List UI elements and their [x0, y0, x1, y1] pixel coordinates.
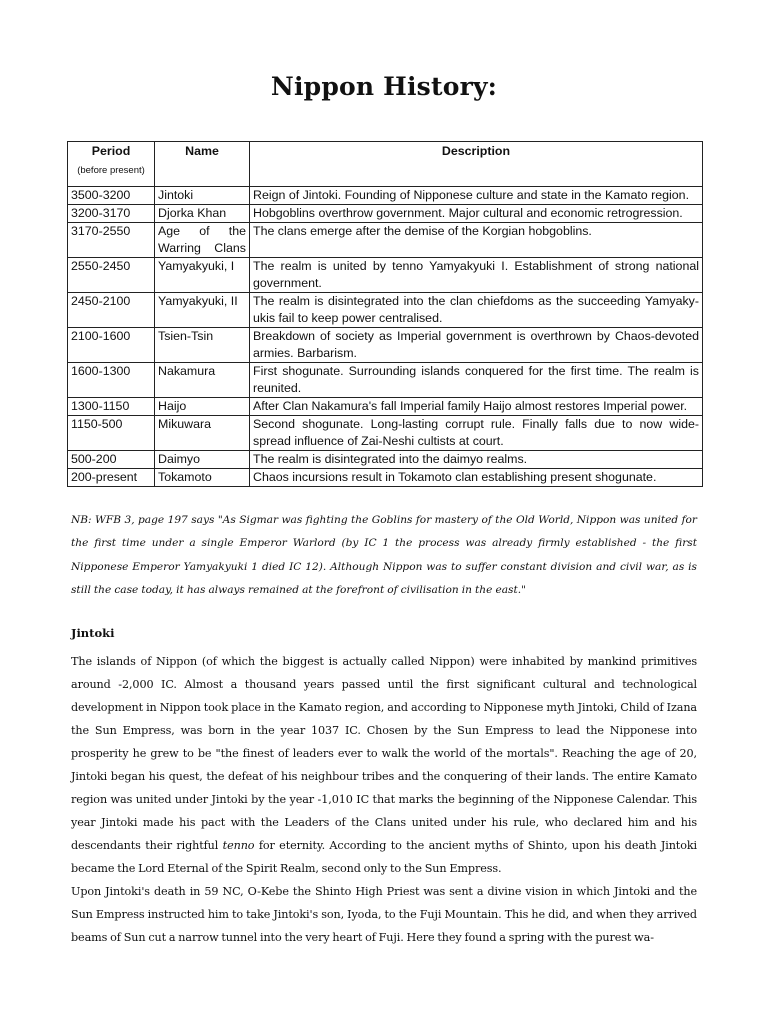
name-cell: Nakamura — [155, 363, 250, 398]
description-cell: Second shogunate. Long-lasting corrupt rule. Finally falls due to now wide-spread influence of Zai-Neshi cultists at court. — [250, 416, 703, 451]
name-cell: Daimyo — [155, 451, 250, 469]
table-row — [68, 363, 703, 398]
name-cell: Age of the Warring Clans — [155, 223, 250, 258]
emphasis-term: tenno — [222, 839, 255, 852]
table-row — [68, 258, 703, 293]
table-row — [68, 293, 703, 328]
paragraph — [71, 650, 697, 880]
name-cell: Tokamoto — [155, 469, 250, 487]
period-cell: 3500-3200 — [68, 187, 155, 205]
description-cell: After Clan Nakamura's fall Imperial family Haijo almost restores Imperial power. — [250, 398, 703, 416]
table-header-row — [68, 142, 703, 187]
period-cell: 1300-1150 — [68, 398, 155, 416]
name-cell: Tsien-Tsin — [155, 328, 250, 363]
description-cell: Hobgoblins overthrow government. Major cultural and economic retrogression. — [250, 205, 703, 223]
page-title: Nippon History: — [270, 72, 498, 101]
description-cell: Breakdown of society as Imperial government is overthrown by Chaos-devoted armies. Barbarism. — [250, 328, 703, 363]
period-cell: 500-200 — [68, 451, 155, 469]
period-cell: 2550-2450 — [68, 258, 155, 293]
column-header-name: Name — [155, 142, 250, 187]
name-cell: Jintoki — [155, 187, 250, 205]
table-row — [68, 205, 703, 223]
description-cell: The realm is united by tenno Yamyakyuki I. Establishment of strong national government. — [250, 258, 703, 293]
description-cell: Reign of Jintoki. Founding of Nipponese culture and state in the Kamato region. — [250, 187, 703, 205]
table-row — [68, 469, 703, 487]
period-header-label: Period — [91, 144, 131, 158]
table-row — [68, 451, 703, 469]
period-cell: 3170-2550 — [68, 223, 155, 258]
description-cell: The clans emerge after the demise of the Korgian hobgoblins. — [250, 223, 703, 258]
period-cell: 1600-1300 — [68, 363, 155, 398]
description-cell: Chaos incursions result in Tokamoto clan establishing present shogunate. — [250, 469, 703, 487]
name-cell: Mikuwara — [155, 416, 250, 451]
table-row — [68, 328, 703, 363]
period-header-sublabel: (before present) — [77, 165, 145, 176]
column-header-description: Description — [250, 142, 703, 187]
name-cell: Haijo — [155, 398, 250, 416]
table-row — [68, 416, 703, 451]
period-cell: 200-present — [68, 469, 155, 487]
paragraph: Upon Jintoki's death in 59 NC, O-Kebe the Shinto High Priest was sent a divine vision in which Jintoki and the Sun Empress instructed him to take Jintoki's son, Iyoda, to the Fuji Mountain. This he did, and when they arrived beams of Sun cut a narrow tunnel into the very heart of Fuji. Here they found a spring with the purest wa- — [71, 885, 697, 944]
period-cell: 2450-2100 — [68, 293, 155, 328]
table-row — [68, 187, 703, 205]
period-cell: 2100-1600 — [68, 328, 155, 363]
paragraph-text: The islands of Nippon (of which the biggest is actually called Nippon) were inhabited by mankind primitives around -2,000 IC. Almost a thousand years passed until the first significant cultural and technological development in Nippon took place in the Kamato region, and according to Nipponese myth Jintoki, Child of Izana the Sun Empress, was born in the year 1037 IC. Chosen by the Sun Empress to lead the Nipponese into prosperity he grew to be "the finest of leaders ever to walk the world of the mortals". Reaching the age of 20, Jintoki began his quest, the defeat of his neighbour tribes and the conquering of their lands. The entire Kamato region was united under Jintoki by the year -1,010 IC that marks the beginning of the Nipponese Calendar. This year Jintoki made his pact with the Leaders of the Clans united under his rule, who declared him and his descendants their rightful — [71, 655, 697, 852]
paragraph-text: for eternity. According to the ancient myths of Shinto, upon his death Jintoki became the Lord Eternal of the Spirit Realm, second only to the Sun Empress. — [71, 839, 697, 875]
name-cell: Yamyakyuki, I — [155, 258, 250, 293]
jintoki-body-text — [71, 650, 697, 949]
column-header-period — [68, 142, 155, 187]
description-cell: The realm is disintegrated into the clan chiefdoms as the succeeding Yamyaky-ukis fail to keep power centralised. — [250, 293, 703, 328]
description-cell: First shogunate. Surrounding islands conquered for the first time. The realm is reunited. — [250, 363, 703, 398]
description-cell: The realm is disintegrated into the daimyo realms. — [250, 451, 703, 469]
period-cell: 3200-3170 — [68, 205, 155, 223]
table-row — [68, 398, 703, 416]
section-heading-jintoki: Jintoki — [71, 626, 115, 640]
name-cell: Djorka Khan — [155, 205, 250, 223]
wfb-quote-note: NB: WFB 3, page 197 says "As Sigmar was fighting the Goblins for mastery of the Old World, Nippon was united for the first time under a single Emperor Warlord (by IC 1 the process was already firmly established - the first Nipponese Emperor Yamyakyuki 1 died IC 12). Although Nippon was to suffer constant division and civil war, as is still the case today, it has always remained at the forefront of civilisation in the east." — [71, 514, 697, 596]
history-table — [67, 141, 703, 487]
period-cell: 1150-500 — [68, 416, 155, 451]
table-row — [68, 223, 703, 258]
name-cell: Yamyakyuki, II — [155, 293, 250, 328]
